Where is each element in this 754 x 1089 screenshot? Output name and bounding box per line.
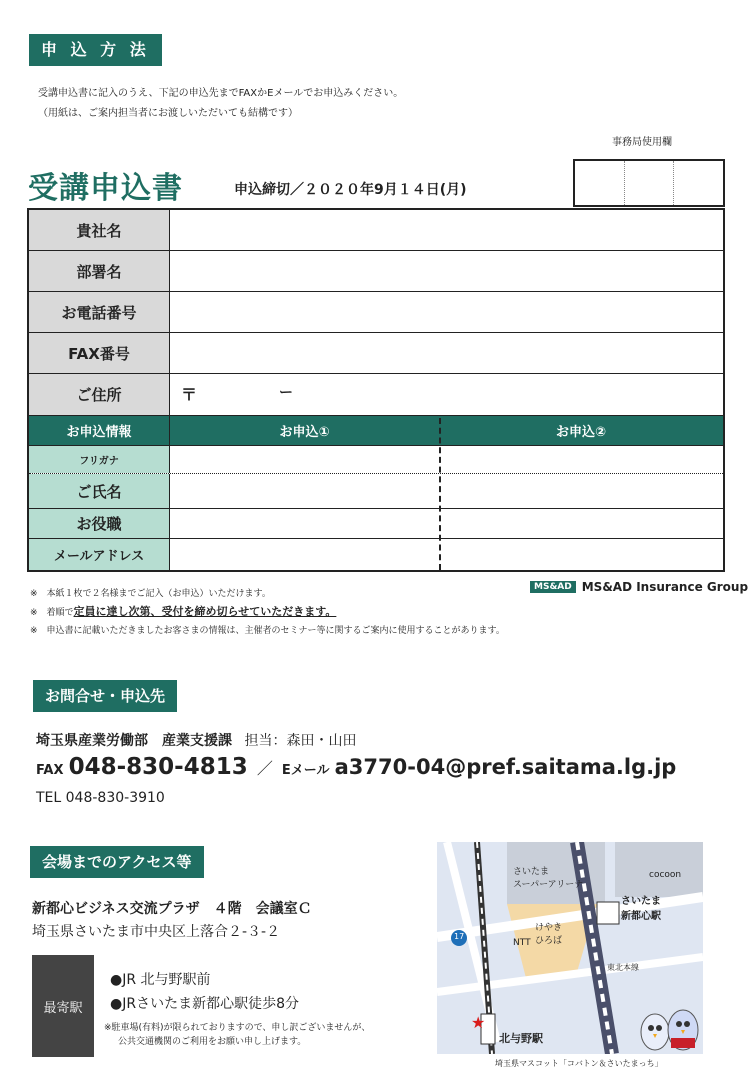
application-form — [27, 208, 725, 572]
contact-org-line — [36, 730, 356, 750]
map-cocoon-label: cocoon — [649, 870, 682, 880]
office-use-box — [573, 159, 725, 207]
note2-prefix: ※ 着順で — [30, 608, 74, 618]
msad-badge: MS&AD — [530, 581, 576, 593]
contact-tel: TEL 048-830-3910 — [36, 790, 165, 806]
furigana-label: フリガナ — [29, 446, 170, 473]
map-tohoku-label: 東北本線 — [607, 963, 639, 972]
contact-fax-email-line — [36, 754, 676, 780]
email-label-contact: Eメール — [281, 763, 330, 778]
department-row[interactable] — [29, 251, 723, 292]
applicant-info-label: お申込情報 — [29, 416, 170, 445]
address-row[interactable] — [29, 374, 723, 416]
access-heading: 会場までのアクセス等 — [30, 846, 204, 878]
msad-logo — [530, 580, 748, 594]
address-label: ご住所 — [29, 374, 170, 415]
fax-label: FAX番号 — [29, 333, 170, 373]
note3: ※ 申込書に記載いただきましたお客さまの情報は、主催者のセミナー等に関するご案内に使用することがあります。 — [30, 626, 505, 636]
applicant-divider — [439, 418, 441, 570]
fax-number: 048-830-4813 — [68, 754, 248, 780]
map-kitayono-label: 北与野駅 — [499, 1032, 543, 1045]
method-line2: （用紙は、ご案内担当者にお渡しいただいても結構です） — [38, 108, 298, 119]
station2: ●JRさいたま新都心駅徒歩8分 — [110, 996, 299, 1012]
method-heading: 申 込 方 法 — [29, 34, 162, 66]
parking-note2: 公共交通機関のご利用をお願い申し上げます。 — [118, 1037, 307, 1047]
form-title: 受講申込書 — [28, 171, 183, 206]
email-address[interactable]: a3770-04@pref.saitama.lg.jp — [334, 755, 677, 779]
email-row[interactable] — [29, 539, 723, 570]
note1: ※ 本紙１枚で２名様までご記入（お申込）いただけます。 — [30, 589, 271, 599]
phone-row[interactable] — [29, 292, 723, 333]
mascot-caption: 埼玉県マスコット「コバトン＆さいたまっち」 — [495, 1059, 663, 1068]
venue: 新都心ビジネス交流プラザ ４階 会議室Ｃ — [32, 901, 312, 917]
department-label: 部署名 — [29, 251, 170, 291]
postal-dash: ー — [279, 385, 293, 401]
map-keyaki-label: けやき ひろば — [535, 923, 563, 946]
parking-note1: ※駐車場(有料)が限られておりますので、申し訳ございませんが、 — [104, 1023, 371, 1033]
venue-address: 埼玉県さいたま市中央区上落合２-３-２ — [32, 924, 281, 940]
company-label: 貴社名 — [29, 210, 170, 250]
fax-row[interactable] — [29, 333, 723, 374]
deadline: 申込締切／２０２０年9月１４日(月) — [234, 182, 467, 198]
name-row[interactable] — [29, 474, 723, 509]
svg-text:★: ★ — [471, 1013, 486, 1032]
slash: ／ — [256, 759, 273, 778]
postal-mark: 〒 — [181, 385, 198, 404]
map-route17-label: 17 — [454, 932, 465, 941]
applicant-header-row — [29, 416, 723, 446]
map-shintoshin-label: さいたま 新都心駅 — [621, 896, 661, 922]
station1: ●JR 北与野駅前 — [110, 972, 211, 988]
method-line1: 受講申込書に記入のうえ、下記の申込先までFAXかEメールでお申込みください。 — [38, 88, 404, 99]
company-row[interactable] — [29, 210, 723, 251]
applicant1-header: お申込① — [279, 425, 330, 440]
furigana-row[interactable] — [29, 446, 723, 474]
applicant2-header: お申込② — [555, 425, 606, 440]
map-arena-label: さいたま スーパーアリーナ — [513, 867, 584, 890]
fax-label: FAX — [36, 763, 64, 778]
office-use-label: 事務局使用欄 — [612, 137, 672, 148]
contact-org: 埼玉県産業労働部 産業支援課 — [36, 733, 232, 749]
msad-text: MS&AD Insurance Group — [581, 580, 749, 594]
position-row[interactable] — [29, 509, 723, 539]
nearest-station-label: 最寄駅 — [32, 955, 94, 1057]
email-label: メールアドレス — [29, 539, 170, 570]
access-map — [437, 842, 703, 1054]
name-label: ご氏名 — [29, 474, 170, 508]
map-ntt-label: NTT — [513, 938, 531, 948]
note2-emphasis: 定員に達し次第、受付を締め切らせていただきます。 — [73, 605, 337, 618]
mascot-image — [639, 1002, 701, 1052]
contact-person: 担当：森田・山田 — [244, 733, 357, 749]
phone-label: お電話番号 — [29, 292, 170, 332]
contact-heading: お問合せ・申込先 — [33, 680, 177, 712]
note2 — [30, 603, 336, 619]
position-label: お役職 — [29, 509, 170, 538]
